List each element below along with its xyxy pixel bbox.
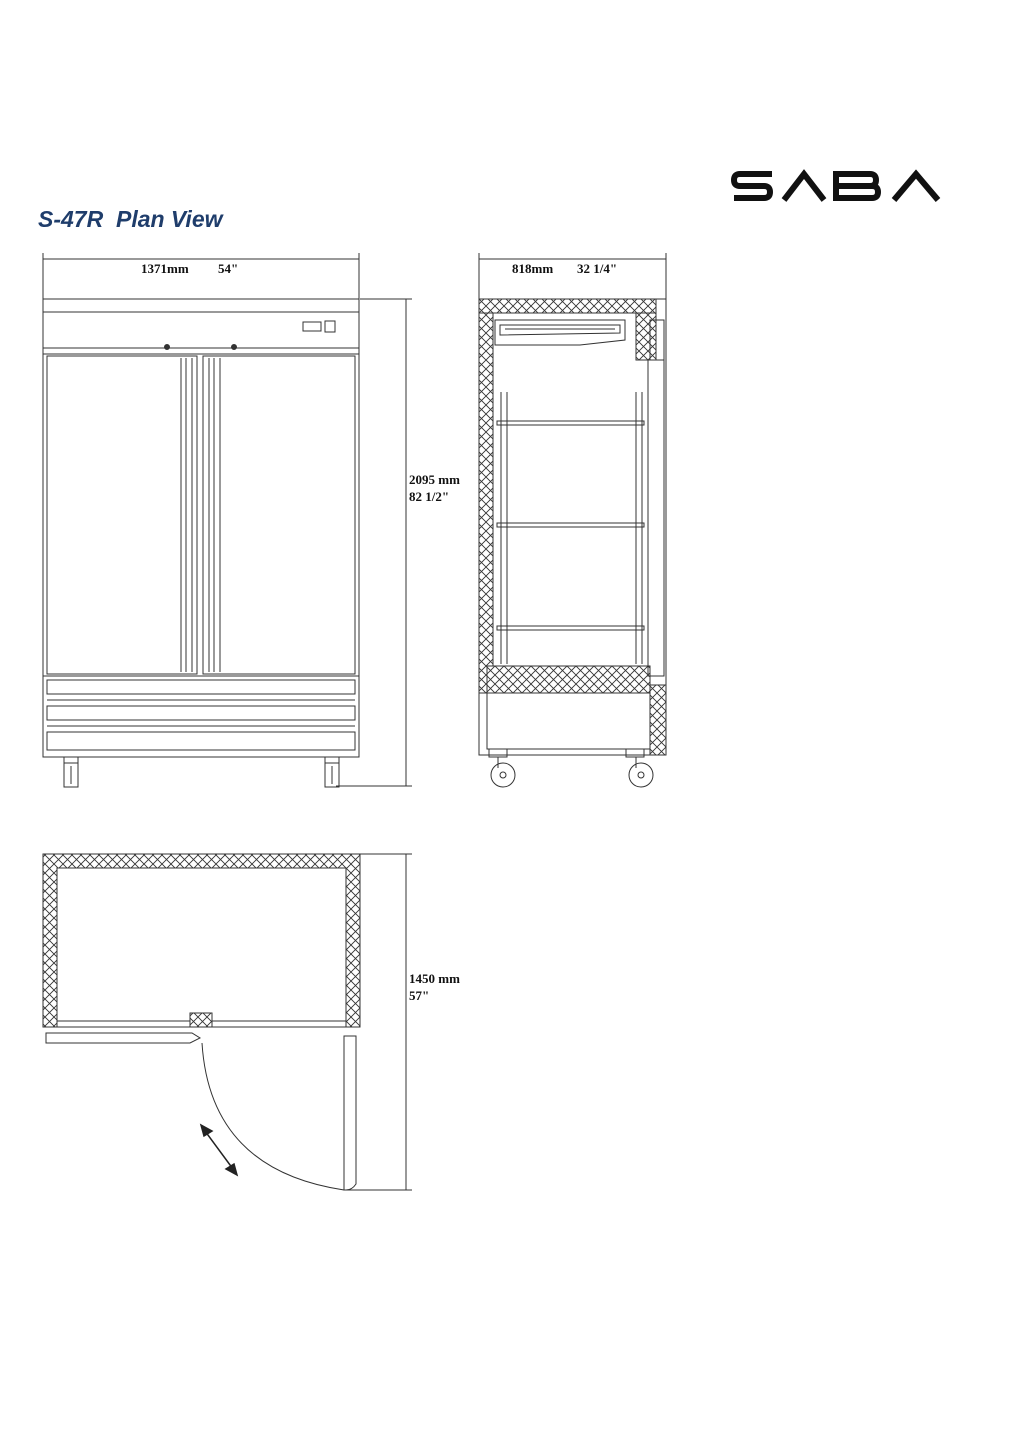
front-cabinet xyxy=(43,299,359,757)
front-height-in: 82 1/2" xyxy=(409,489,450,504)
front-caster-right xyxy=(325,757,339,787)
compressor-unit xyxy=(495,320,625,345)
right-door xyxy=(203,356,355,674)
center-mullion xyxy=(190,1013,212,1027)
door-handles xyxy=(181,358,220,672)
front-louvers xyxy=(43,676,359,750)
front-width-in: 54" xyxy=(218,261,239,276)
control-panel xyxy=(303,322,321,331)
right-door-open xyxy=(344,1036,356,1190)
front-height-dimension xyxy=(336,299,412,786)
top-view xyxy=(43,854,412,1190)
left-door xyxy=(47,356,197,674)
side-depth-dimension xyxy=(479,253,666,300)
top-insulation xyxy=(43,854,360,1027)
front-view xyxy=(43,253,412,787)
front-width-dimension xyxy=(43,253,359,300)
front-height-mm: 2095 mm xyxy=(409,472,460,487)
top-depth-in: 57" xyxy=(409,988,430,1003)
side-view xyxy=(479,253,666,787)
front-width-mm: 1371mm xyxy=(141,261,189,276)
page-title: S-47R Plan View xyxy=(38,206,223,232)
left-door-open xyxy=(46,1033,200,1043)
shelves xyxy=(497,421,644,630)
shelf-rails xyxy=(501,392,642,664)
front-caster-left xyxy=(64,757,78,787)
door-swing-arc xyxy=(202,1043,344,1190)
side-depth-mm: 818mm xyxy=(512,261,554,276)
side-depth-in: 32 1/4" xyxy=(577,261,618,276)
top-depth-mm: 1450 mm xyxy=(409,971,460,986)
